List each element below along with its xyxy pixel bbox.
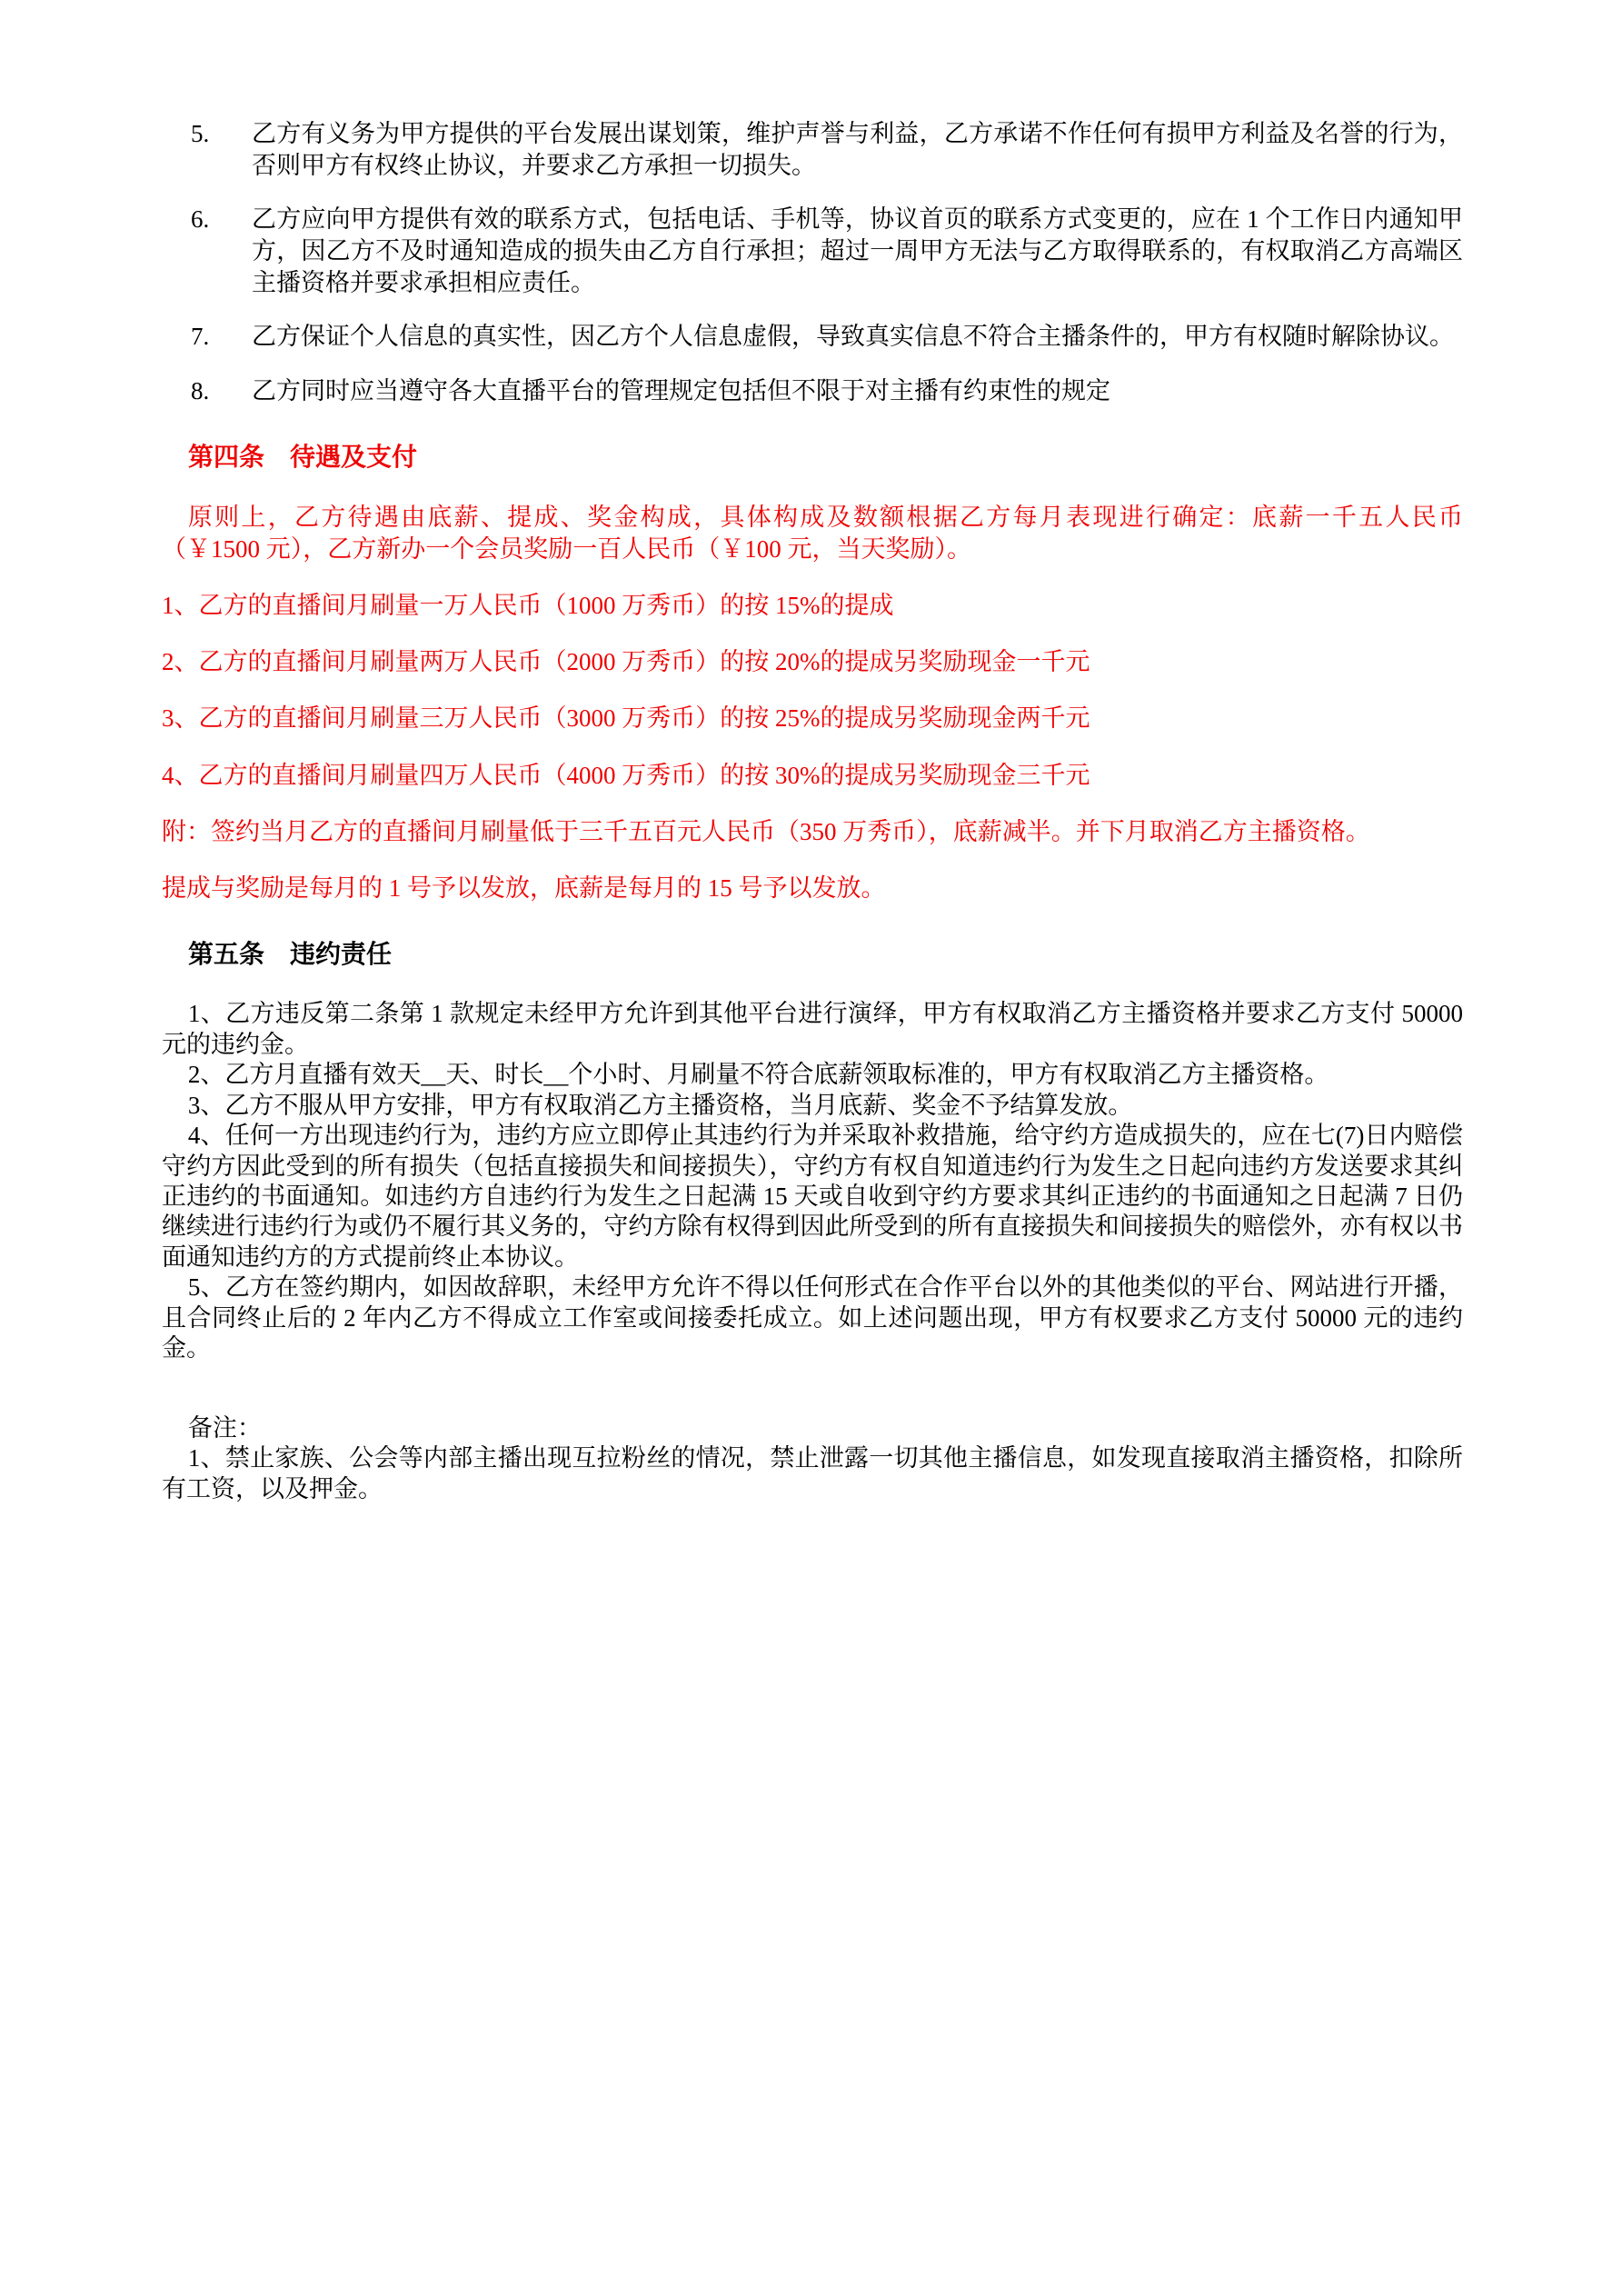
list-item-number: 6. [191,205,210,234]
list-item-number: 5. [191,120,210,147]
section4-note: 附：签约当月乙方的直播间月刷量低于三千五百元人民币（350 万秀币），底薪减半。并下月取消乙方主播资格。 [162,817,1370,845]
section5-paragraph-5: 5、乙方在签约期内，如因故辞职，未经甲方允许不得以任何形式在合作平台以外的其他类似的平台、网站进行开播，且合同终止后的 2 年内乙方不得成立工作室或间接委托成立。如上述问题出现，甲方有权要求乙方支付 50000 元的违约金。 [162,1273,1463,1363]
section5-paragraph-4: 4、任何一方出现违约行为，违约方应立即停止其违约行为并采取补救措施，给守约方造成损失的，应在七(7)日内赔偿守约方因此受到的所有损失（包括直接损失和间接损失），守约方有权自知道违约行为发生之日起向违约方发送要求其纠正违约的书面通知。如违约方自违约行为发生之日起满 15 天或自收到守约方要求其纠正违约的书面通知之日起满 7 日仍继续进行违约行为或仍不履行其义务的，守约方除有权得到因此所受到的所有直接损失和间接损失的赔偿外，亦有权以书面通知违约方的方式提前终止本协议。 [162,1122,1463,1271]
section4-payout: 提成与奖励是每月的 1 号予以发放，底薪是每月的 15 号予以发放。 [162,873,886,902]
section4-tier-2: 2、乙方的直播间月刷量两万人民币（2000 万秀币）的按 20%的提成另奖励现金一千元 [162,648,1090,676]
list-item-text: 乙方同时应当遵守各大直播平台的管理规定包括但不限于对主播有约束性的规定 [252,376,1110,404]
list-item [162,118,1463,182]
list-item-text: 乙方有义务为甲方提供的平台发展出谋划策，维护声誉与利益，乙方承诺不作任何有损甲方利益及名誉的行为，否则甲方有权终止协议，并要求乙方承担一切损失。 [252,120,1463,180]
section4-intro: 原则上，乙方待遇由底薪、提成、奖金构成，具体构成及数额根据乙方每月表现进行确定：底薪一千五人民币（￥1500 元），乙方新办一个会员奖励一百人民币（￥100 元，当天奖励）。 [162,504,1463,564]
section4-tier-1: 1、乙方的直播间月刷量一万人民币（1000 万秀币）的按 15%的提成 [162,592,894,620]
section5-paragraph-3: 3、乙方不服从甲方安排，甲方有权取消乙方主播资格，当月底薪、奖金不予结算发放。 [187,1091,1133,1119]
list-item-text: 乙方应向甲方提供有效的联系方式，包括电话、手机等，协议首页的联系方式变更的，应在 1 个工作日内通知甲方，因乙方不及时通知造成的损失由乙方自行承担；超过一周甲方无法与乙方取得联系的，有权取消乙方高端区主播资格并要求承担相应责任。 [252,205,1463,297]
section4-heading: 第四条 待遇及支付 [188,443,418,472]
section4-tier-4: 4、乙方的直播间月刷量四万人民币（4000 万秀币）的按 30%的提成另奖励现金三千元 [162,761,1090,789]
list-item [162,321,1463,353]
section5-paragraph-2: 2、乙方月直播有效天__天、时长__个小时、月刷量不符合底薪领取标准的，甲方有权取消乙方主播资格。 [187,1061,1329,1089]
list-item [162,375,1463,407]
clause-list [162,118,1463,407]
section4-tier-3: 3、乙方的直播间月刷量三万人民币（3000 万秀币）的按 25%的提成另奖励现金两千元 [162,704,1090,733]
list-item-number: 8. [191,376,210,404]
list-item [162,204,1463,299]
remark-text: 1、禁止家族、公会等内部主播出现互拉粉丝的情况，禁止泄露一切其他主播信息，如发现直接取消主播资格，扣除所有工资，以及押金。 [162,1444,1463,1502]
section5-paragraph-1: 1、乙方违反第二条第 1 款规定未经甲方允许到其他平台进行演绎，甲方有权取消乙方主播资格并要求乙方支付 50000 元的违约金。 [162,1000,1463,1058]
section5-heading: 第五条 违约责任 [188,940,393,969]
list-item-number: 7. [191,323,210,351]
remark-label: 备注： [187,1413,262,1442]
list-item-text: 乙方保证个人信息的真实性，因乙方个人信息虚假，导致真实信息不符合主播条件的，甲方有权随时解除协议。 [252,323,1454,351]
